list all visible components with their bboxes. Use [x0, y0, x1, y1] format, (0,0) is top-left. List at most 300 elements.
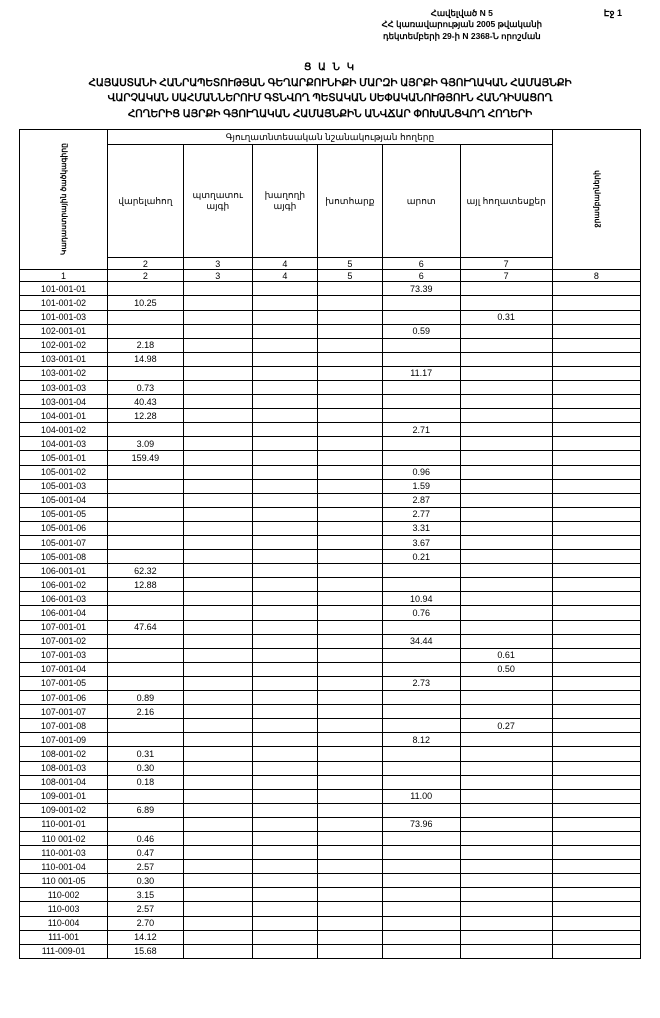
cell-other-lands: 0.27	[460, 719, 552, 733]
cell-cadastral-code: 110-001-03	[20, 846, 108, 860]
cell-cadastral-code: 107-001-07	[20, 705, 108, 719]
cell-orchard	[183, 409, 252, 423]
cell-arable: 159.49	[108, 451, 184, 465]
cell-arable: 0.31	[108, 747, 184, 761]
cell-orchard	[183, 493, 252, 507]
cell-other-lands	[460, 944, 552, 958]
cell-reservoirs	[552, 521, 640, 535]
cell-arable: 6.89	[108, 803, 184, 817]
cell-reservoirs	[552, 719, 640, 733]
cell-cadastral-code: 105-001-01	[20, 451, 108, 465]
cell-pasture: 2.87	[382, 493, 460, 507]
column-header-reservoirs-label: ջրամբարների	[591, 170, 601, 228]
table-row	[20, 536, 641, 550]
cell-reservoirs	[552, 507, 640, 521]
cell-cadastral-code: 105-001-07	[20, 536, 108, 550]
column-number-5b: 5	[317, 270, 382, 282]
annex-line-3: դեկտեմբերի 29-ի N 2368-Ն որոշման	[382, 30, 541, 41]
column-number-5: 5	[317, 258, 382, 270]
cell-other-lands	[460, 789, 552, 803]
cell-pasture: 73.96	[382, 817, 460, 831]
column-number-2: 2	[108, 258, 184, 270]
column-number-6b: 6	[382, 270, 460, 282]
cell-vineyard	[252, 620, 317, 634]
cell-other-lands	[460, 465, 552, 479]
cell-arable	[108, 592, 184, 606]
cell-vineyard	[252, 817, 317, 831]
cell-pasture	[382, 310, 460, 324]
cell-vineyard	[252, 423, 317, 437]
cell-orchard	[183, 521, 252, 535]
table-row	[20, 620, 641, 634]
cell-hayfield	[317, 493, 382, 507]
cell-vineyard	[252, 634, 317, 648]
cell-orchard	[183, 803, 252, 817]
cell-pasture	[382, 380, 460, 394]
table-row	[20, 789, 641, 803]
cell-arable	[108, 310, 184, 324]
cell-pasture	[382, 944, 460, 958]
table-row	[20, 507, 641, 521]
cell-other-lands	[460, 437, 552, 451]
cell-hayfield	[317, 874, 382, 888]
cell-reservoirs	[552, 282, 640, 296]
cell-pasture	[382, 662, 460, 676]
cell-cadastral-code: 107-001-02	[20, 634, 108, 648]
cell-hayfield	[317, 817, 382, 831]
cell-hayfield	[317, 437, 382, 451]
cell-hayfield	[317, 620, 382, 634]
cell-reservoirs	[552, 860, 640, 874]
cell-arable: 14.12	[108, 930, 184, 944]
cell-other-lands	[460, 282, 552, 296]
cell-reservoirs	[552, 564, 640, 578]
table-row	[20, 662, 641, 676]
cell-pasture	[382, 846, 460, 860]
cell-cadastral-code: 105-001-06	[20, 521, 108, 535]
cell-vineyard	[252, 465, 317, 479]
cell-hayfield	[317, 521, 382, 535]
cell-reservoirs	[552, 620, 640, 634]
cell-reservoirs	[552, 409, 640, 423]
cell-arable: 3.15	[108, 888, 184, 902]
cell-orchard	[183, 338, 252, 352]
cell-reservoirs	[552, 465, 640, 479]
column-number-3b: 3	[183, 270, 252, 282]
table-row	[20, 310, 641, 324]
cell-cadastral-code: 105-001-03	[20, 479, 108, 493]
table-row	[20, 888, 641, 902]
cell-other-lands	[460, 733, 552, 747]
cell-vineyard	[252, 888, 317, 902]
cell-vineyard	[252, 366, 317, 380]
cell-other-lands	[460, 550, 552, 564]
cell-other-lands: 0.31	[460, 310, 552, 324]
cell-reservoirs	[552, 874, 640, 888]
cell-reservoirs	[552, 803, 640, 817]
table-row	[20, 944, 641, 958]
cell-other-lands	[460, 493, 552, 507]
cell-cadastral-code: 105-001-05	[20, 507, 108, 521]
cell-vineyard	[252, 719, 317, 733]
cell-pasture: 2.77	[382, 507, 460, 521]
cell-reservoirs	[552, 761, 640, 775]
cell-orchard	[183, 507, 252, 521]
cell-hayfield	[317, 676, 382, 690]
column-header-cadastral-code-label: Կադաստրային ծածկագիրը	[58, 142, 68, 255]
cell-reservoirs	[552, 705, 640, 719]
cell-orchard	[183, 296, 252, 310]
cell-vineyard	[252, 564, 317, 578]
cell-cadastral-code: 105-001-04	[20, 493, 108, 507]
cell-hayfield	[317, 719, 382, 733]
cell-orchard	[183, 860, 252, 874]
cell-reservoirs	[552, 296, 640, 310]
cell-arable	[108, 719, 184, 733]
cell-cadastral-code: 109-001-02	[20, 803, 108, 817]
cell-vineyard	[252, 944, 317, 958]
cell-reservoirs	[552, 395, 640, 409]
cell-orchard	[183, 578, 252, 592]
cell-arable	[108, 507, 184, 521]
cell-other-lands	[460, 366, 552, 380]
table-row	[20, 676, 641, 690]
cell-other-lands	[460, 620, 552, 634]
cell-orchard	[183, 916, 252, 930]
cell-vineyard	[252, 451, 317, 465]
cell-vineyard	[252, 705, 317, 719]
cell-arable	[108, 676, 184, 690]
cell-reservoirs	[552, 916, 640, 930]
table-row	[20, 395, 641, 409]
cell-hayfield	[317, 310, 382, 324]
cell-arable	[108, 662, 184, 676]
cell-cadastral-code: 110-003	[20, 902, 108, 916]
cell-cadastral-code: 105-001-08	[20, 550, 108, 564]
cell-orchard	[183, 817, 252, 831]
cell-orchard	[183, 423, 252, 437]
cell-hayfield	[317, 803, 382, 817]
cell-other-lands	[460, 634, 552, 648]
column-number-2b: 2	[108, 270, 184, 282]
cell-pasture: 8.12	[382, 733, 460, 747]
cell-hayfield	[317, 944, 382, 958]
cell-orchard	[183, 747, 252, 761]
cell-pasture: 0.96	[382, 465, 460, 479]
table-row	[20, 550, 641, 564]
cell-pasture: 2.73	[382, 676, 460, 690]
cell-pasture: 11.00	[382, 789, 460, 803]
cell-vineyard	[252, 324, 317, 338]
cell-orchard	[183, 606, 252, 620]
cell-vineyard	[252, 846, 317, 860]
table-row	[20, 634, 641, 648]
cell-orchard	[183, 380, 252, 394]
cell-vineyard	[252, 916, 317, 930]
cell-orchard	[183, 592, 252, 606]
cell-vineyard	[252, 662, 317, 676]
cell-hayfield	[317, 338, 382, 352]
cell-cadastral-code: 103-001-02	[20, 366, 108, 380]
cell-pasture	[382, 648, 460, 662]
cell-reservoirs	[552, 606, 640, 620]
cell-other-lands	[460, 902, 552, 916]
cell-orchard	[183, 676, 252, 690]
cell-arable: 2.57	[108, 902, 184, 916]
cell-pasture	[382, 437, 460, 451]
cell-other-lands	[460, 592, 552, 606]
cell-cadastral-code: 105-001-02	[20, 465, 108, 479]
document-page	[0, 8, 660, 1018]
cell-other-lands	[460, 705, 552, 719]
cell-arable	[108, 521, 184, 535]
subtitle-line-2: ՎԱՐՉԱԿԱՆ ՍԱՀՄԱՆՆԵՐՈՒՄ ԳՏՆՎՈՂ ՊԵՏԱԿԱՆ ՍԵՓԱԿԱՆՈՒԹՅՈՒՆ ՀԱՆԴԻՍԱՑՈՂ	[107, 93, 553, 105]
cell-pasture	[382, 352, 460, 366]
cell-other-lands	[460, 380, 552, 394]
cell-arable	[108, 789, 184, 803]
cell-other-lands: 0.61	[460, 648, 552, 662]
cell-hayfield	[317, 930, 382, 944]
cell-pasture	[382, 296, 460, 310]
cell-orchard	[183, 691, 252, 705]
cell-hayfield	[317, 592, 382, 606]
cell-cadastral-code: 108-001-03	[20, 761, 108, 775]
cell-arable: 0.30	[108, 874, 184, 888]
cell-arable: 40.43	[108, 395, 184, 409]
cell-vineyard	[252, 437, 317, 451]
cell-orchard	[183, 620, 252, 634]
cell-arable	[108, 282, 184, 296]
cell-cadastral-code: 104-001-01	[20, 409, 108, 423]
cell-cadastral-code: 102-001-02	[20, 338, 108, 352]
cell-other-lands	[460, 916, 552, 930]
cell-cadastral-code: 107-001-01	[20, 620, 108, 634]
cell-arable	[108, 550, 184, 564]
cell-cadastral-code: 101-001-01	[20, 282, 108, 296]
cell-pasture	[382, 916, 460, 930]
cell-orchard	[183, 282, 252, 296]
table-row	[20, 409, 641, 423]
cell-other-lands	[460, 606, 552, 620]
cell-pasture	[382, 747, 460, 761]
cell-vineyard	[252, 493, 317, 507]
cell-orchard	[183, 733, 252, 747]
cell-reservoirs	[552, 831, 640, 845]
cell-hayfield	[317, 606, 382, 620]
subtitle-line-3: ՀՈՂԵՐԻՑ ԱՅՐՔԻ ԳՅՈՒՂԱԿԱՆ ՀԱՄԱՅՆՔԻՆ ԱՆՎՃԱՐ ՓՈԽԱՆՑՎՈՂ ՀՈՂԵՐԻ	[127, 108, 533, 120]
cell-pasture	[382, 803, 460, 817]
table-row	[20, 719, 641, 733]
cell-reservoirs	[552, 676, 640, 690]
cell-reservoirs	[552, 747, 640, 761]
cell-reservoirs	[552, 789, 640, 803]
cell-vineyard	[252, 578, 317, 592]
cell-pasture	[382, 691, 460, 705]
cell-hayfield	[317, 380, 382, 394]
cell-vineyard	[252, 803, 317, 817]
cell-pasture	[382, 578, 460, 592]
annex-reference	[382, 8, 542, 42]
cell-reservoirs	[552, 550, 640, 564]
column-number-8: 8	[552, 270, 640, 282]
cell-other-lands: 0.50	[460, 662, 552, 676]
cell-cadastral-code: 109-001-01	[20, 789, 108, 803]
cell-hayfield	[317, 409, 382, 423]
cell-arable	[108, 733, 184, 747]
cell-orchard	[183, 719, 252, 733]
cell-arable	[108, 536, 184, 550]
cell-reservoirs	[552, 423, 640, 437]
cell-hayfield	[317, 564, 382, 578]
cell-vineyard	[252, 282, 317, 296]
cell-other-lands	[460, 860, 552, 874]
table-row	[20, 338, 641, 352]
cell-orchard	[183, 648, 252, 662]
cell-orchard	[183, 902, 252, 916]
cell-orchard	[183, 789, 252, 803]
cell-reservoirs	[552, 775, 640, 789]
cell-other-lands	[460, 817, 552, 831]
cell-hayfield	[317, 536, 382, 550]
cell-arable	[108, 648, 184, 662]
cell-reservoirs	[552, 888, 640, 902]
cell-vineyard	[252, 648, 317, 662]
column-header-vineyard: խաղողի այգի	[252, 145, 317, 258]
cell-cadastral-code: 106-001-01	[20, 564, 108, 578]
table-row	[20, 366, 641, 380]
cell-hayfield	[317, 846, 382, 860]
column-header-pasture: արոտ	[382, 145, 460, 258]
cell-pasture	[382, 395, 460, 409]
cell-hayfield	[317, 831, 382, 845]
cell-pasture: 0.59	[382, 324, 460, 338]
cell-reservoirs	[552, 648, 640, 662]
cell-cadastral-code: 110-001-01	[20, 817, 108, 831]
cell-pasture: 11.17	[382, 366, 460, 380]
cell-reservoirs	[552, 437, 640, 451]
cell-arable	[108, 366, 184, 380]
cell-reservoirs	[552, 578, 640, 592]
subtitle-line-1: ՀԱՅԱՍՏԱՆԻ ՀԱՆՐԱՊԵՏՈՒԹՅԱՆ ԳԵՂԱՐՔՈՒՆԻՔԻ ՄԱՐԶԻ ԱՅՐՔԻ ԳՅՈՒՂԱԿԱՆ ՀԱՄԱՅՆՔԻ	[88, 78, 572, 89]
column-number-7: 7	[460, 258, 552, 270]
cell-cadastral-code: 110 001-02	[20, 831, 108, 845]
table-row	[20, 930, 641, 944]
table-row	[20, 761, 641, 775]
cell-cadastral-code: 107-001-04	[20, 662, 108, 676]
page-number: Էջ 1	[603, 8, 622, 18]
cell-vineyard	[252, 409, 317, 423]
cell-pasture	[382, 874, 460, 888]
cell-orchard	[183, 564, 252, 578]
table-row	[20, 592, 641, 606]
cell-hayfield	[317, 282, 382, 296]
table-row	[20, 916, 641, 930]
cell-vineyard	[252, 380, 317, 394]
cell-arable: 12.88	[108, 578, 184, 592]
land-data-table	[19, 129, 641, 959]
cell-hayfield	[317, 860, 382, 874]
table-row	[20, 606, 641, 620]
cell-other-lands	[460, 930, 552, 944]
cell-pasture	[382, 451, 460, 465]
cell-cadastral-code: 103-001-03	[20, 380, 108, 394]
cell-cadastral-code: 107-001-08	[20, 719, 108, 733]
column-header-arable: վարելահող	[108, 145, 184, 258]
column-header-hayfield: խոտհարք	[317, 145, 382, 258]
cell-cadastral-code: 103-001-04	[20, 395, 108, 409]
cell-other-lands	[460, 395, 552, 409]
column-number-7b: 7	[460, 270, 552, 282]
cell-hayfield	[317, 662, 382, 676]
cell-other-lands	[460, 803, 552, 817]
cell-other-lands	[460, 691, 552, 705]
cell-hayfield	[317, 761, 382, 775]
cell-reservoirs	[552, 324, 640, 338]
cell-pasture	[382, 620, 460, 634]
cell-hayfield	[317, 789, 382, 803]
cell-orchard	[183, 437, 252, 451]
cell-other-lands	[460, 536, 552, 550]
cell-hayfield	[317, 366, 382, 380]
column-header-other-lands: այլ հողատեսքեր	[460, 145, 552, 258]
cell-orchard	[183, 775, 252, 789]
cell-pasture	[382, 705, 460, 719]
cell-cadastral-code: 107-001-03	[20, 648, 108, 662]
cell-orchard	[183, 846, 252, 860]
cell-cadastral-code: 110-002	[20, 888, 108, 902]
table-row	[20, 648, 641, 662]
cell-reservoirs	[552, 366, 640, 380]
cell-other-lands	[460, 409, 552, 423]
cell-other-lands	[460, 507, 552, 521]
cell-other-lands	[460, 578, 552, 592]
table-row	[20, 437, 641, 451]
table-row	[20, 874, 641, 888]
cell-hayfield	[317, 479, 382, 493]
column-number-3: 3	[183, 258, 252, 270]
cell-reservoirs	[552, 634, 640, 648]
table-row	[20, 902, 641, 916]
cell-hayfield	[317, 775, 382, 789]
cell-cadastral-code: 110-004	[20, 916, 108, 930]
cell-arable: 0.89	[108, 691, 184, 705]
cell-orchard	[183, 550, 252, 564]
cell-hayfield	[317, 578, 382, 592]
cell-reservoirs	[552, 902, 640, 916]
cell-arable: 2.70	[108, 916, 184, 930]
cell-arable: 14.98	[108, 352, 184, 366]
cell-orchard	[183, 536, 252, 550]
cell-vineyard	[252, 507, 317, 521]
cell-other-lands	[460, 451, 552, 465]
cell-reservoirs	[552, 944, 640, 958]
cell-cadastral-code: 107-001-05	[20, 676, 108, 690]
cell-vineyard	[252, 352, 317, 366]
cell-cadastral-code: 103-001-01	[20, 352, 108, 366]
column-header-reservoirs	[552, 130, 640, 270]
cell-vineyard	[252, 733, 317, 747]
cell-orchard	[183, 930, 252, 944]
table-row	[20, 493, 641, 507]
cell-arable	[108, 465, 184, 479]
table-row	[20, 564, 641, 578]
cell-other-lands	[460, 831, 552, 845]
cell-vineyard	[252, 676, 317, 690]
cell-reservoirs	[552, 846, 640, 860]
annex-line-1: Հավելված N 5	[430, 8, 493, 18]
cell-vineyard	[252, 296, 317, 310]
cell-hayfield	[317, 352, 382, 366]
